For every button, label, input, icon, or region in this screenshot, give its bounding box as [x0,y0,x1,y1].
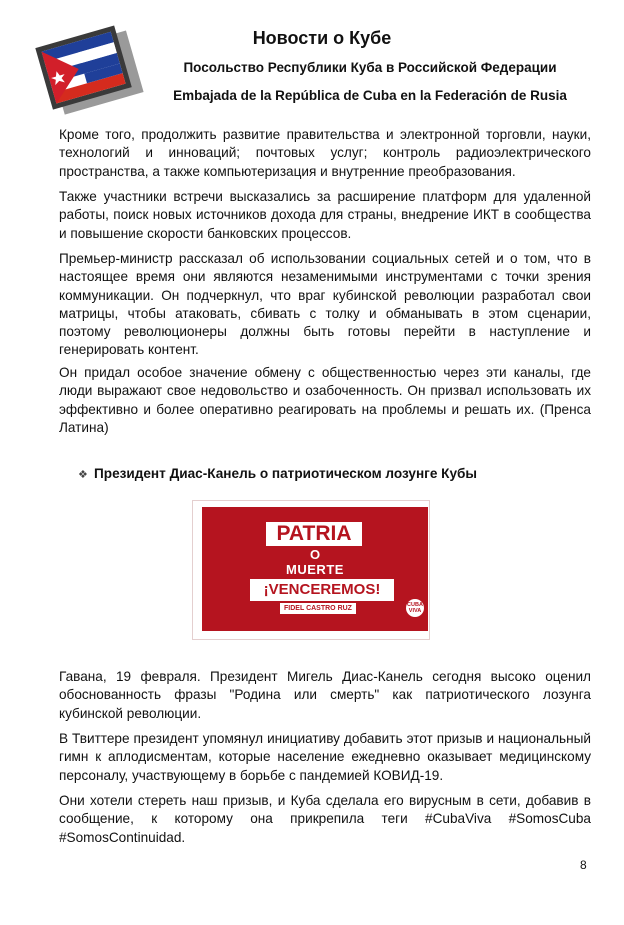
paragraph: Они хотели стереть наш призыв, и Куба сделала его вирусным в сети, добавив в сообщение, к которому она прикрепила теги #CubaViva #SomosCuba #SomosContinuidad. [59,793,591,845]
embassy-name-es: Embajada de la República de Cuba en la Federación de Rusia [173,88,567,103]
paragraph: Премьер-министр рассказал об использовании социальных сетей и о том, что в настоящее время они являются незаменимыми инструментами с точки зрения коммуникации. Он подчеркнул, что враг кубинской революции разработал свои матрицы, чтобы атаковать, сбивать с толку и обманывать в этом сценарии, поэтому революционеры должны быть готовы перейти в наступление и генерировать контент. [59,251,591,358]
section-heading-text: Президент Диас-Канель о патриотическом лозунге Кубы [94,466,478,481]
page-number: 8 [580,858,587,872]
poster-word-patria: PATRIA [266,522,362,546]
poster-word-venceremos: ¡VENCEREMOS! [250,579,394,601]
paragraph: Гавана, 19 февраля. Президент Мигель Диас-Канель сегодня высоко оценил обоснованность фразы "Родина или смерть" как патриотического лозунга кубинской революции. [59,669,591,721]
poster-word-muerte: MUERTE [286,562,344,577]
poster-word-o: O [309,547,321,562]
section-heading [78,466,477,481]
embassy-name-ru: Посольство Республики Куба в Российской Федерации [183,60,557,75]
diamond-bullet-icon: ❖ [78,469,88,481]
page-title: Новости о Кубе [252,28,392,48]
paragraph: В Твиттере президент упомянул инициативу добавить этот призыв и национальный гимн к аплодисментам, которые население ежедневно оказывает медицинскому персоналу, участвующему в борьбе с пандемией КОВИД-19. [59,731,591,783]
poster-attribution: FIDEL CASTRO RUZ [280,603,356,614]
slogan-poster [202,507,428,631]
paragraph: Кроме того, продолжить развитие правительства и электронной торговли, науки, технологий и инноваций; почтовых услуг; контроль радиоэлектрического пространства, а также компьютеризация и внутренние преобразования. [59,127,591,179]
cuba-viva-badge: CUBA VIVA [406,599,424,617]
paragraph: Он придал особое значение обмену с общественностью через эти каналы, где люди выражают свое недовольство и озабоченность. Он призвал использовать их эффективно и более оперативно реагировать на проблемы и решать их. (Пренса Латина) [59,365,591,435]
paragraph: Также участники встречи высказались за расширение платформ для удаленной работы, поиск новых источников дохода для страны, внедрение ИКТ в сообщества и повышение скорости банковских процессов. [59,189,591,241]
